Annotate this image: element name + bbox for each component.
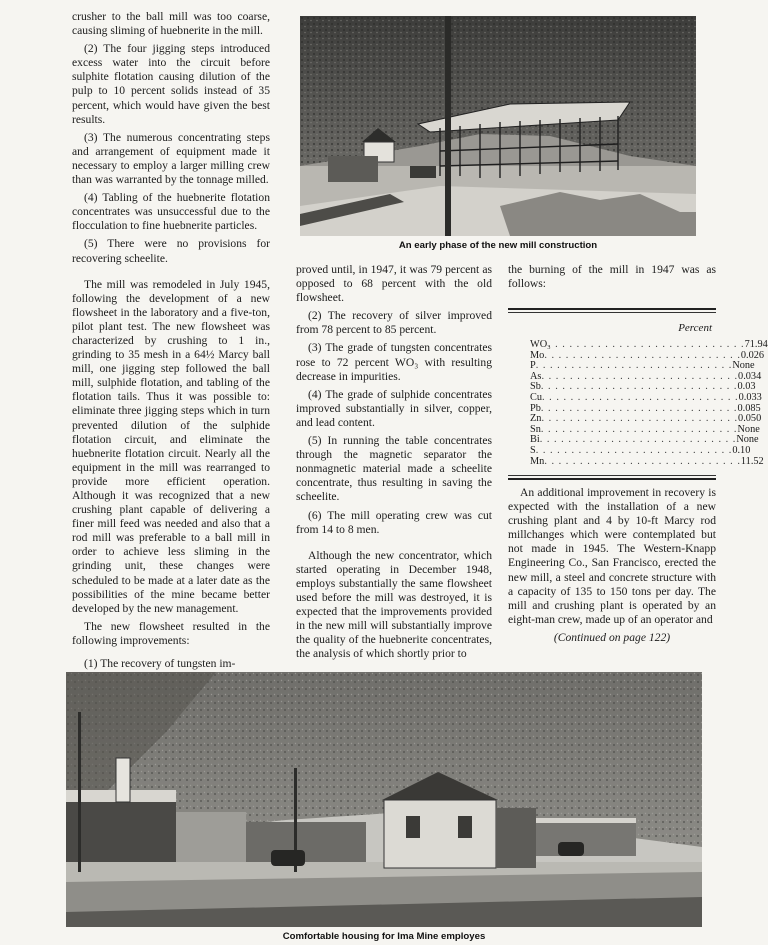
percent-value: None — [736, 434, 759, 446]
paragraph: (5) In running the table concentrates through the magnetic separator the nonmagnetic material made a scheelite concentrate, thus resulting in saving the scheelite. — [296, 434, 492, 504]
percent-value: 0.050 — [738, 413, 762, 425]
percent-value: 0.034 — [738, 370, 762, 382]
paragraph: (3) The grade of tungsten concentrates rose to 72 percent WO₃ with resulting decrease in impurities. — [296, 341, 492, 383]
paragraph: (5) There were no provisions for recovering scheelite. — [72, 237, 270, 265]
element-symbol: WO₃ — [530, 339, 551, 350]
paragraph: (1) The recovery of tungsten im- — [84, 657, 236, 671]
percent-value: None — [732, 360, 755, 372]
paragraph: the burning of the mill in 1947 was as follows: — [508, 263, 716, 291]
leader-dots: . . . . . . . . . . . . . . . . . . . . . . . . . . . . — [542, 391, 739, 403]
paragraph: (4) The grade of sulphide concentrates improved substantially in silver, copper, and lead content. — [296, 387, 492, 429]
top-photo-caption: An early phase of the new mill construction — [398, 240, 598, 251]
leader-dots: . . . . . . . . . . . . . . . . . . . . . . . . . . . . — [548, 339, 745, 350]
mill-construction-image — [300, 16, 696, 236]
continued-note: (Continued on page 122) — [553, 630, 671, 644]
element-symbol: Sn — [530, 423, 541, 435]
element-symbol: Mn — [530, 455, 545, 467]
text-column-2 — [296, 263, 492, 665]
paragraph: crusher to the ball mill was too coarse, causing sliming of huebnerite in the mill. — [72, 10, 270, 38]
element-symbol: Mo — [530, 349, 545, 361]
element-symbol: Bi — [530, 434, 540, 446]
ore-analysis-table — [508, 308, 768, 480]
leader-dots: . . . . . . . . . . . . . . . . . . . . . . . . . . . . — [541, 370, 739, 382]
percent-value: 0.03 — [737, 381, 756, 393]
leader-dots: . . . . . . . . . . . . . . . . . . . . . . . . . . . . — [540, 381, 738, 393]
table-row — [530, 455, 764, 468]
paragraph: (2) The recovery of silver improved from 78 percent to 85 percent. — [296, 309, 492, 337]
paragraph: proved until, in 1947, it was 79 percent as opposed to 68 percent with the old flowsheet. — [296, 263, 492, 305]
percent-value: None — [737, 423, 760, 435]
table-rule — [508, 475, 716, 476]
percent-value: 0.085 — [737, 402, 761, 414]
text-column-1 — [72, 10, 270, 675]
table-row — [530, 339, 768, 351]
leader-dots: . . . . . . . . . . . . . . . . . . . . . . . . . . . . — [540, 402, 738, 414]
leader-dots: . . . . . . . . . . . . . . . . . . . . . . . . . . . . — [539, 434, 737, 446]
table-rows — [530, 339, 768, 467]
element-symbol: As — [530, 370, 542, 382]
leader-dots: . . . . . . . . . . . . . . . . . . . . . . . . . . . . — [544, 455, 741, 467]
bottom-photo-caption: Comfortable housing for Ima Mine employes — [282, 931, 486, 942]
percent-value: 11.52 — [740, 455, 764, 467]
text-column-3 — [508, 263, 716, 295]
paragraph: (2) The four jigging steps introduced excess water into the circuit before sulphite flotation causing dilution of the pulp to 10 percent solids instead of 35 percent, which would have given the best results. — [72, 42, 270, 126]
percent-value: 71.94 — [744, 339, 768, 350]
paragraph: The mill was remodeled in July 1945, following the development of a new flowsheet in the laboratory and a five-ton, pilot plant test. The new flowsheet was characterized by crushing to 1 in., grinding to 35 mesh in a 64½ Marcy ball mill, one jigging step followed the ball mill, sulphide flotation, and tabling of the flotation tails. Thus it was possible to: eliminate three jigging steps which in turn prevented dilution of the sulphide flotation circuit, and eliminate the huebnerite flotation circuit. Nearly all the equipment in the mill was rearranged to provide more efficient operation. Although it was recognized that a new crushing plant capable of delivering a finer mill feed was needed and also that a rod mill was preferable to a ball mill in order to achieve less sliming in the grinding unit, these changes were scheduled to be made at a later date as the possibilities of the mine became better developed by the new management. — [72, 277, 270, 615]
table-row — [530, 444, 751, 457]
element-symbol: S — [530, 444, 536, 456]
leader-dots: . . . . . . . . . . . . . . . . . . . . . . . . . . . . — [544, 349, 741, 361]
housing-photo — [66, 672, 702, 927]
element-symbol: Zn — [530, 413, 542, 425]
paragraph: An additional improvement in recovery is expected with the installation of a new crushing plant and 4 by 10-ft Marcy rod millchanges which were contemplated but not made in 1945. The Western-Knapp Engineering Co., San Francisco, erected the new mill, a steel and concrete structure with a capacity of 135 to 150 tons per day. The mill and crushing plant is operated by an eight-man crew, made up of an operator and — [508, 486, 716, 626]
mill-construction-photo — [300, 16, 696, 236]
percent-value: 0.026 — [740, 349, 765, 361]
table-rule — [508, 312, 716, 313]
table-header: Percent — [678, 322, 712, 334]
element-symbol: Pb — [530, 402, 541, 414]
text-column-3-continued — [508, 486, 716, 649]
leader-dots: . . . . . . . . . . . . . . . . . . . . . . . . . . . . — [541, 413, 739, 425]
leader-dots: . . . . . . . . . . . . . . . . . . . . . . . . . . . . — [535, 444, 733, 456]
leader-dots: . . . . . . . . . . . . . . . . . . . . . . . . . . . . — [540, 423, 738, 435]
paragraph: (6) The mill operating crew was cut from 14 to 8 men. — [296, 508, 492, 536]
paragraph: Although the new concentrator, which started operating in December 1948, employs substantially the same flowsheet used before the mill was destroyed, it is expected that the improvements provided in the new mill will substantially improve the quality of the huebnerite concentrates, the analysis of which shortly prior to — [296, 548, 492, 661]
table-row — [530, 391, 762, 404]
paragraph: (3) The numerous concentrating steps and arrangement of equipment made it necessary to employ a larger milling crew than was warranted by the tonnage milled. — [72, 130, 270, 187]
paragraph: (4) Tabling of the huebnerite flotation concentrates was unsuccessful due to the flocculation to fine huebnerite particles. — [72, 191, 270, 233]
paragraph: The new flowsheet resulted in the following improvements: — [72, 619, 270, 647]
leader-dots: . . . . . . . . . . . . . . . . . . . . . . . . . . . . — [535, 360, 733, 372]
element-symbol: Cu — [530, 391, 543, 403]
housing-image — [66, 672, 702, 927]
element-symbol: Sb — [530, 381, 541, 393]
element-symbol: P — [530, 360, 536, 372]
percent-value: 0.10 — [732, 444, 751, 456]
percent-value: 0.033 — [738, 391, 762, 403]
